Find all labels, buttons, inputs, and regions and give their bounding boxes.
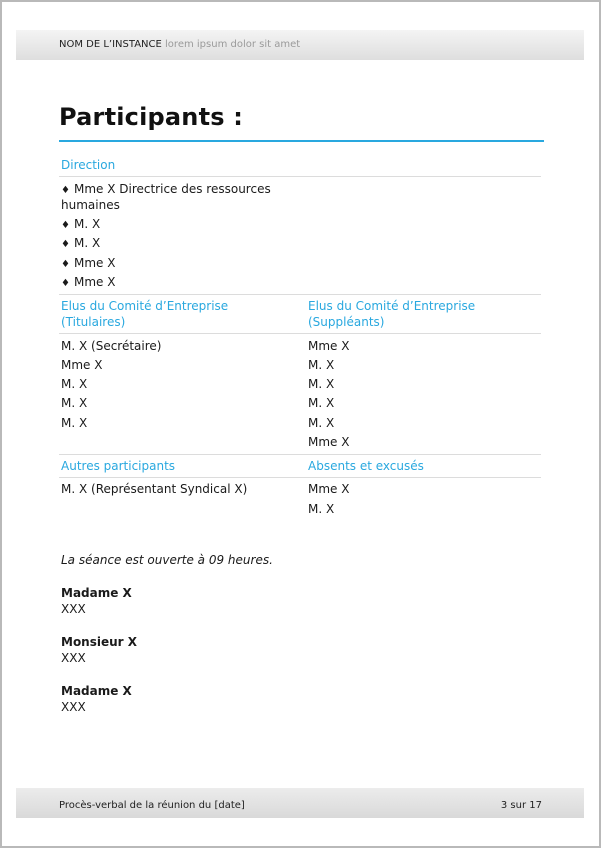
suppleant-item: Mme X (308, 339, 350, 353)
direction-label: Direction (61, 158, 116, 172)
suppleants-label-line1: Elus du Comité d’Entreprise (308, 299, 476, 313)
page-header (16, 30, 584, 60)
speaker-name: Monsieur X (61, 635, 138, 649)
autre-participant-item: M. X (Représentant Syndical X) (61, 482, 248, 496)
divider (59, 454, 541, 455)
titulaire-item: M. X (61, 377, 88, 391)
absent-item: M. X (308, 502, 335, 516)
page-footer (16, 788, 584, 818)
suppleant-item: M. X (308, 416, 335, 430)
titulaire-item: M. X (Secrétaire) (61, 339, 162, 353)
direction-item: ♦ M. X (61, 236, 101, 250)
absents-label: Absents et excusés (308, 459, 424, 473)
bullet-icon: ♦ (61, 239, 70, 250)
instance-name: NOM DE L’INSTANCE (59, 39, 162, 50)
suppleants-label-line2: (Suppléants) (308, 315, 385, 329)
titulaires-label-line2: (Titulaires) (61, 315, 126, 329)
suppleant-item: M. X (308, 358, 335, 372)
bullet-icon: ♦ (61, 185, 70, 196)
title-underline (59, 140, 544, 142)
titulaires-label-line1: Elus du Comité d’Entreprise (61, 299, 229, 313)
speaker-text: XXX (61, 700, 86, 714)
speaker-name: Madame X (61, 586, 132, 600)
suppleant-item: Mme X (308, 435, 350, 449)
absent-item: Mme X (308, 482, 350, 496)
suppleant-item: M. X (308, 377, 335, 391)
speaker-text: XXX (61, 651, 86, 665)
direction-item: ♦ M. X (61, 217, 101, 231)
bullet-icon: ♦ (61, 220, 70, 231)
direction-item: ♦ Mme X (61, 256, 116, 270)
direction-item-continued: humaines (61, 198, 120, 212)
divider (59, 333, 541, 334)
divider (59, 294, 541, 295)
opening-statement: La séance est ouverte à 09 heures. (61, 553, 273, 567)
speaker-name: Madame X (61, 684, 132, 698)
titulaire-item: Mme X (61, 358, 103, 372)
autres-label: Autres participants (61, 459, 176, 473)
bullet-icon: ♦ (61, 259, 70, 270)
direction-item: ♦ Mme X (61, 275, 116, 289)
suppleant-item: M. X (308, 396, 335, 410)
page-title: Participants : (59, 103, 244, 131)
speaker-text: XXX (61, 602, 86, 616)
instance-subtitle: lorem ipsum dolor sit amet (165, 39, 301, 50)
bullet-icon: ♦ (61, 278, 70, 289)
page-number: 3 sur 17 (500, 800, 542, 811)
footer-document-title: Procès-verbal de la réunion du [date] (59, 800, 245, 811)
direction-item: ♦ Mme X Directrice des ressources (61, 182, 271, 196)
titulaire-item: M. X (61, 416, 88, 430)
titulaire-item: M. X (61, 396, 88, 410)
divider (59, 176, 541, 177)
divider (59, 477, 541, 478)
